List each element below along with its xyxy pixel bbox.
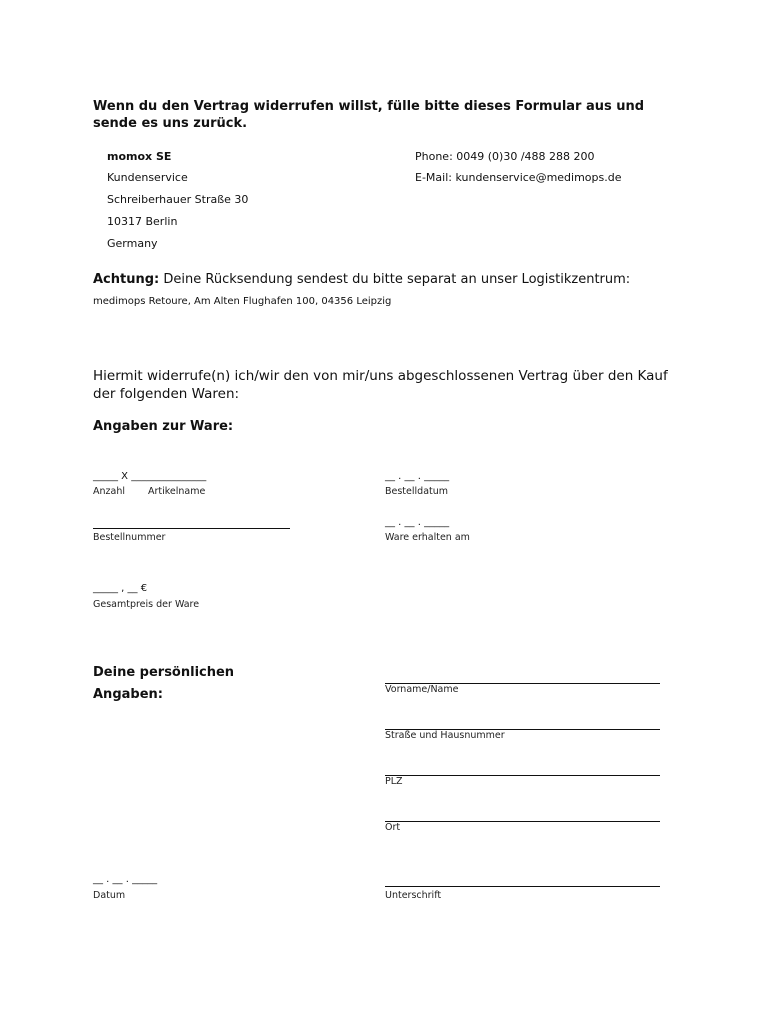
article-name-label: Artikelname (148, 486, 206, 497)
date-field[interactable]: __ . __ . _____ (93, 874, 158, 885)
signature-label: Unterschrift (385, 890, 442, 901)
notice-label: Achtung: (93, 272, 160, 287)
return-notice (93, 272, 630, 287)
order-number-field[interactable] (93, 528, 290, 529)
declaration-text: Hiermit widerrufe(n) ich/wir den von mir/uns abgeschlossenen Vertrag über den Kauf der folgenden Waren: (93, 368, 668, 402)
company-city: 10317 Berlin (107, 215, 178, 228)
total-price-field[interactable]: _____ , __ € (93, 583, 148, 594)
company-name: momox SE (107, 150, 172, 163)
form-heading: Wenn du den Vertrag widerrufen willst, fülle bitte dieses Formular aus und sende es uns zurück. (93, 99, 645, 131)
zip-label: PLZ (385, 776, 403, 787)
date-label: Datum (93, 890, 126, 901)
company-street: Schreiberhauer Straße 30 (107, 193, 249, 206)
total-price-label: Gesamtpreis der Ware (93, 599, 200, 610)
return-address: medimops Retoure, Am Alten Flughafen 100, 04356 Leipzig (93, 296, 392, 307)
company-email: E-Mail: kundenservice@medimops.de (415, 171, 622, 184)
company-phone: Phone: 0049 (0)30 /488 288 200 (415, 150, 595, 163)
order-date-label: Bestelldatum (385, 486, 449, 497)
received-date-field[interactable]: __ . __ . _____ (385, 517, 450, 528)
personal-section-title: Deine persönlichen Angaben: (93, 665, 235, 702)
name-label: Vorname/Name (385, 684, 459, 695)
city-field[interactable] (385, 821, 660, 822)
company-country: Germany (107, 237, 158, 250)
goods-section-title: Angaben zur Ware: (93, 419, 234, 434)
order-date-field[interactable]: __ . __ . _____ (385, 471, 450, 482)
company-department: Kundenservice (107, 171, 188, 184)
zip-field[interactable] (385, 775, 660, 776)
quantity-label: Anzahl (93, 486, 125, 497)
order-number-label: Bestellnummer (93, 532, 166, 543)
received-date-label: Ware erhalten am (385, 532, 470, 543)
signature-field[interactable] (385, 886, 660, 887)
street-label: Straße und Hausnummer (385, 730, 505, 741)
quantity-article-field[interactable]: _____ X _______________ (93, 471, 207, 482)
city-label: Ort (385, 822, 401, 833)
notice-text: Deine Rücksendung sendest du bitte separat an unser Logistikzentrum: (163, 272, 631, 287)
